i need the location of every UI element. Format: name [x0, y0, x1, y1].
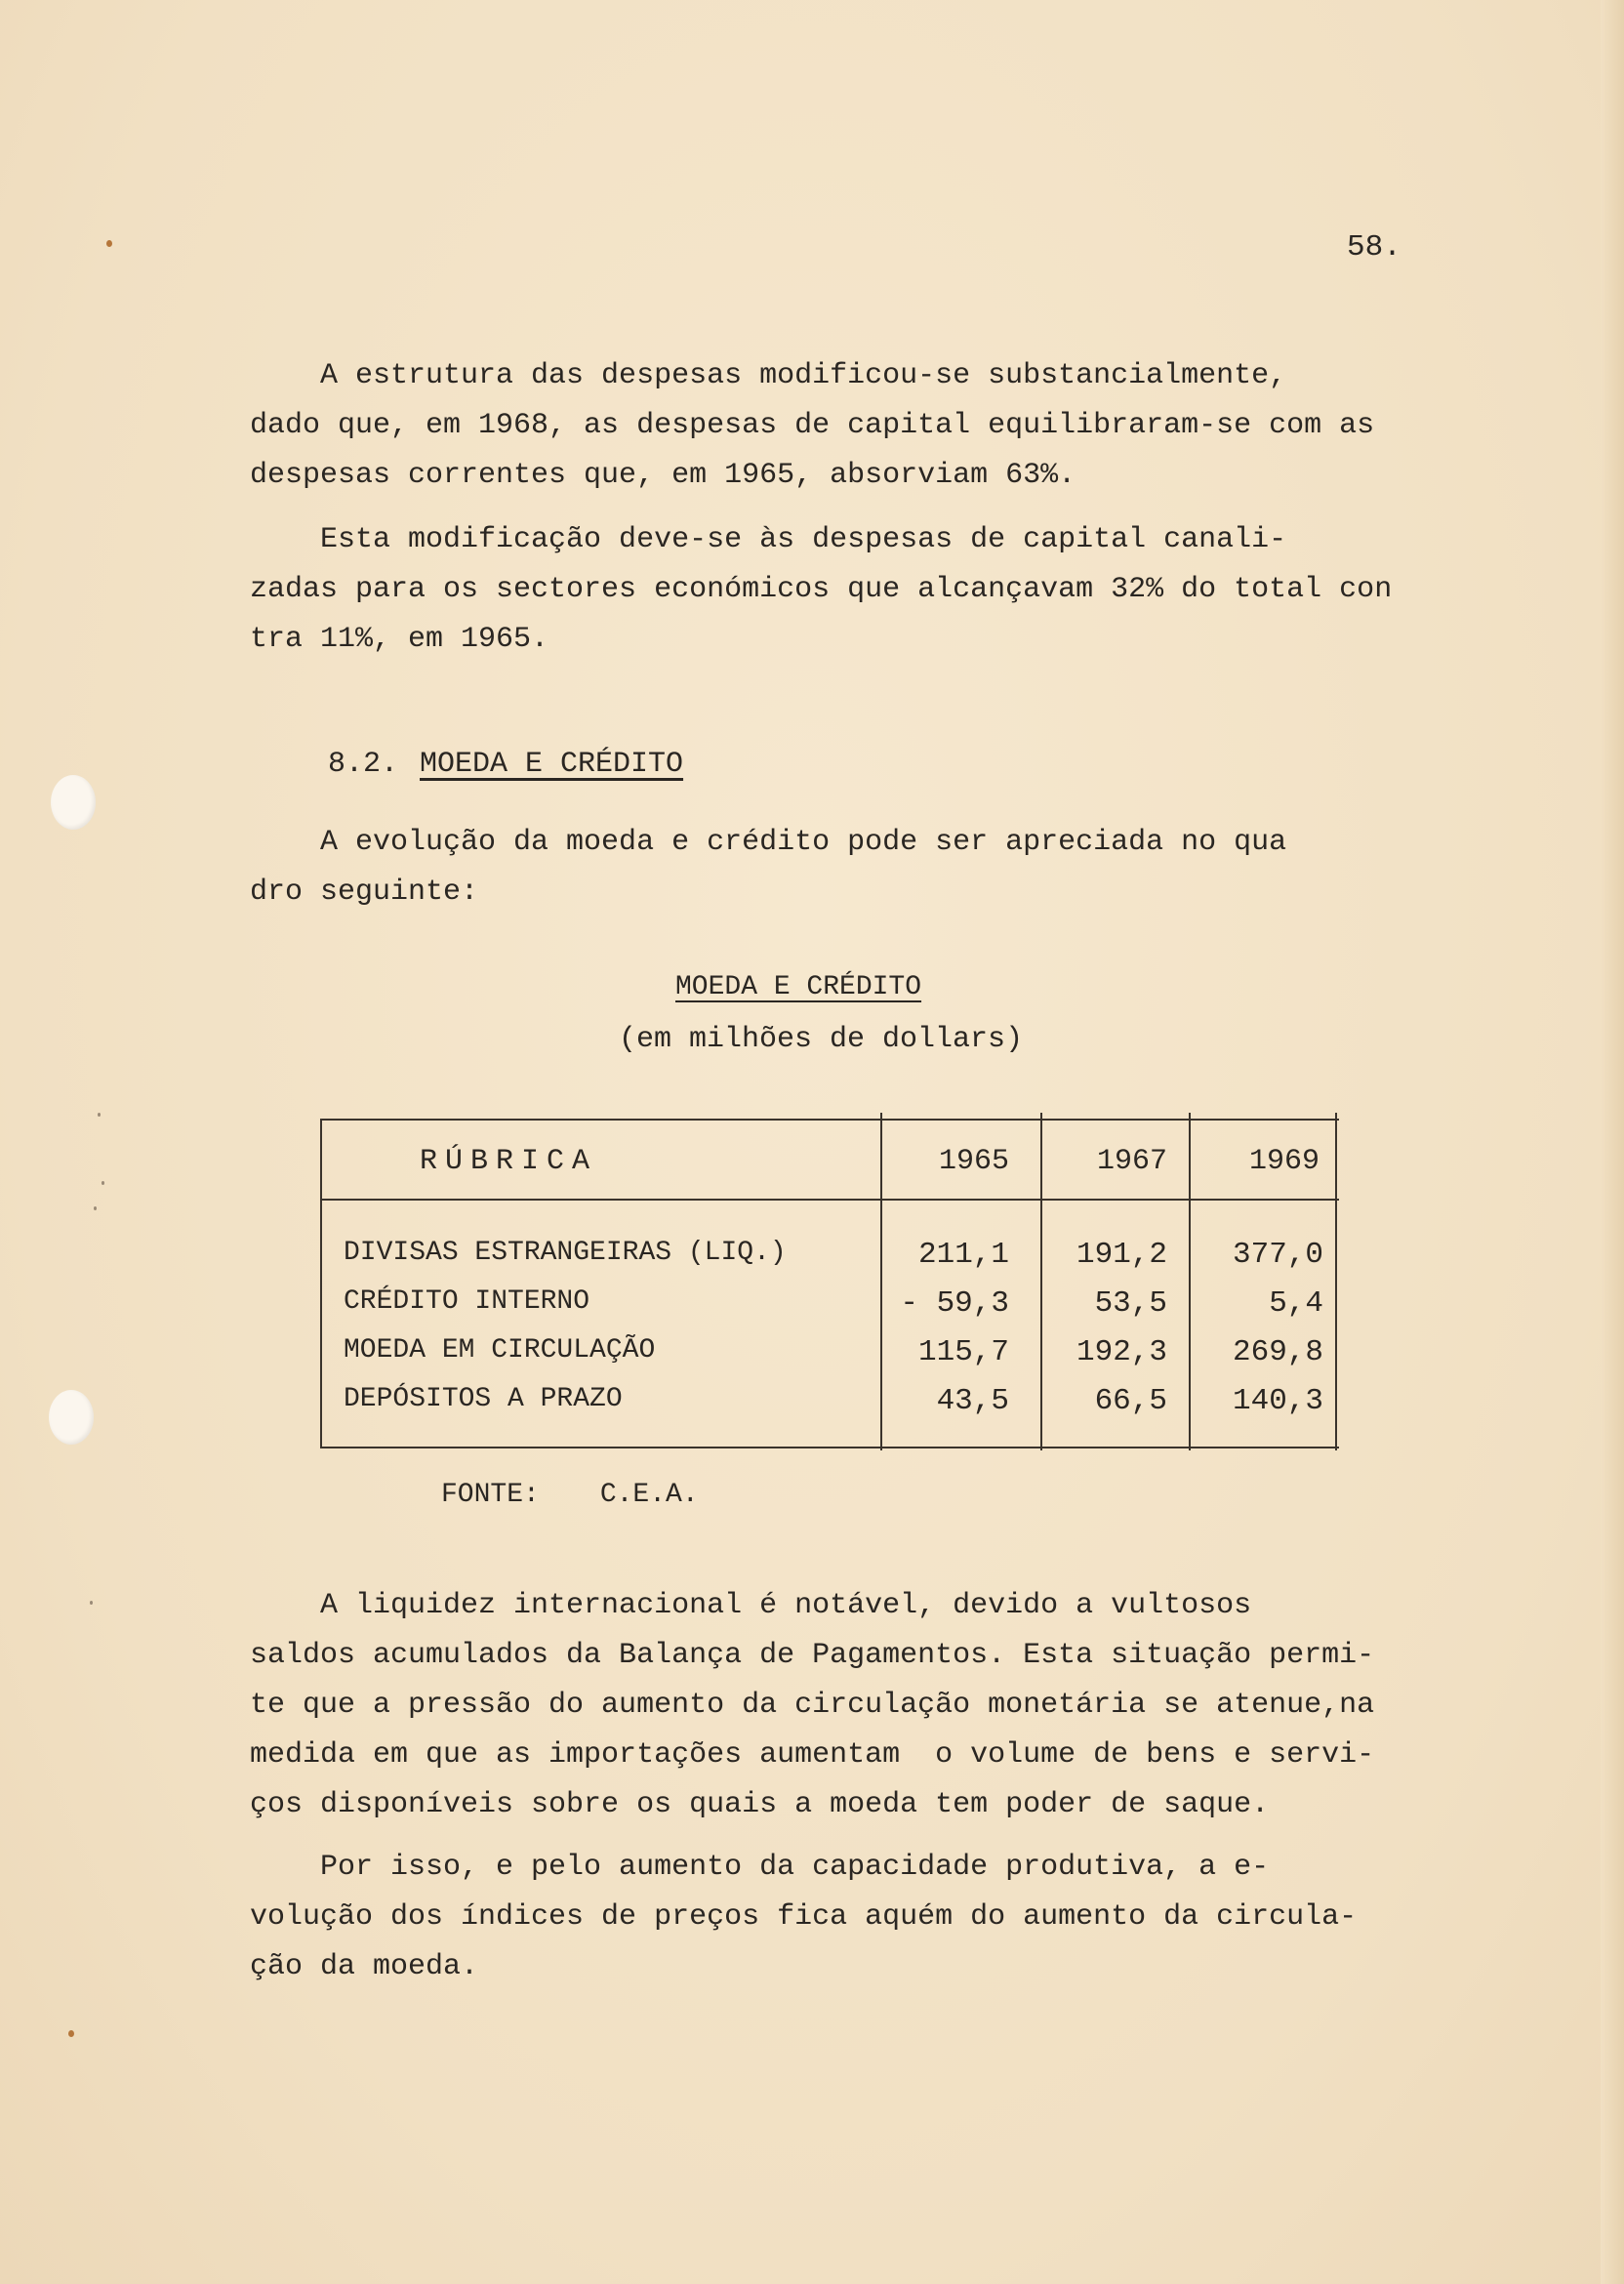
paper-speck — [90, 1601, 93, 1605]
table-cell: 5,4 — [1269, 1286, 1323, 1321]
paper-speck — [98, 1113, 101, 1117]
text-line: volução dos índices de preços fica aquém do aumento da circula- — [250, 1900, 1358, 1934]
section-heading — [328, 748, 683, 781]
table-cell: - 59,3 — [900, 1286, 1009, 1321]
table-cell: 192,3 — [1076, 1335, 1167, 1369]
text-line: dado que, em 1968, as despesas de capital equilibraram-se com as — [250, 409, 1375, 442]
text-line: Esta modificação deve-se às despesas de capital canali- — [250, 523, 1287, 556]
section-title: MOEDA E CRÉDITO — [420, 748, 684, 781]
table-row-label: MOEDA EM CIRCULAÇÃO — [344, 1335, 656, 1366]
table-header-rubrica: RÚBRICA — [420, 1145, 598, 1178]
text-line: Por isso, e pelo aumento da capacidade produtiva, a e- — [250, 1851, 1270, 1884]
table-cell: 377,0 — [1232, 1238, 1323, 1272]
text-line: ços disponíveis sobre os quais a moeda tem poder de saque. — [250, 1788, 1270, 1821]
table-cell: 53,5 — [1094, 1286, 1167, 1321]
paragraph-modification — [250, 515, 1519, 665]
table-header-divider — [320, 1199, 1339, 1201]
paper-speck — [68, 2030, 74, 2037]
source-value: C.E.A. — [599, 1480, 699, 1510]
paper-speck — [106, 240, 112, 247]
paper-speck — [94, 1206, 97, 1210]
text-line: dro seguinte: — [250, 876, 479, 909]
page-number: 58. — [1347, 230, 1401, 265]
text-line: te que a pressão do aumento da circulação monetária se atenue,na — [250, 1689, 1375, 1722]
table-header-1969: 1969 — [1248, 1145, 1320, 1178]
table-column-divider — [1335, 1113, 1337, 1450]
text-line: A liquidez internacional é notável, devido a vultosos — [250, 1589, 1252, 1622]
source-label: FONTE: — [441, 1480, 540, 1510]
paragraph-liquidity — [250, 1581, 1519, 1830]
text-line: despesas correntes que, em 1965, absorviam 63%. — [250, 459, 1076, 492]
table-cell: 269,8 — [1232, 1335, 1323, 1369]
text-line: zadas para os sectores económicos que alcançavam 32% do total con — [250, 573, 1393, 606]
paragraph-prices — [250, 1843, 1519, 1992]
table-subtitle: (em milhões de dollars) — [619, 1023, 1024, 1056]
table-cell: 140,3 — [1232, 1384, 1323, 1418]
paper-speck — [102, 1181, 104, 1185]
table-row-label: CRÉDITO INTERNO — [344, 1286, 590, 1317]
paragraph-money-credit-intro — [250, 818, 1519, 918]
text-line: saldos acumulados da Balança de Pagamentos. Esta situação permi- — [250, 1639, 1375, 1672]
table-header-1967: 1967 — [1096, 1145, 1167, 1178]
table-column-divider — [1189, 1113, 1191, 1450]
table-row-label: DIVISAS ESTRANGEIRAS (LIQ.) — [344, 1238, 787, 1268]
table-header-1965: 1965 — [938, 1145, 1009, 1178]
paragraph-expenditure-structure — [250, 351, 1519, 501]
section-number: 8.2. — [328, 748, 399, 781]
text-line: ção da moeda. — [250, 1950, 479, 1983]
table-cell: 43,5 — [936, 1384, 1009, 1418]
table-cell: 115,7 — [917, 1335, 1009, 1369]
table-cell: 66,5 — [1094, 1384, 1167, 1418]
table-cell: 191,2 — [1076, 1238, 1167, 1272]
table-row-label: DEPÓSITOS A PRAZO — [344, 1384, 623, 1414]
page-edge-shadow — [1601, 0, 1624, 2284]
punch-hole-lower — [49, 1390, 94, 1445]
text-line: A estrutura das despesas modificou-se substancialmente, — [250, 359, 1287, 392]
table-cell: 211,1 — [917, 1238, 1009, 1272]
table-title: MOEDA E CRÉDITO — [675, 972, 922, 1002]
text-line: A evolução da moeda e crédito pode ser apreciada no qua — [250, 826, 1287, 859]
table-source — [441, 1480, 699, 1510]
punch-hole-upper — [51, 775, 96, 830]
text-line: tra 11%, em 1965. — [250, 623, 549, 656]
text-line: medida em que as importações aumentam o volume de bens e servi- — [250, 1738, 1375, 1772]
